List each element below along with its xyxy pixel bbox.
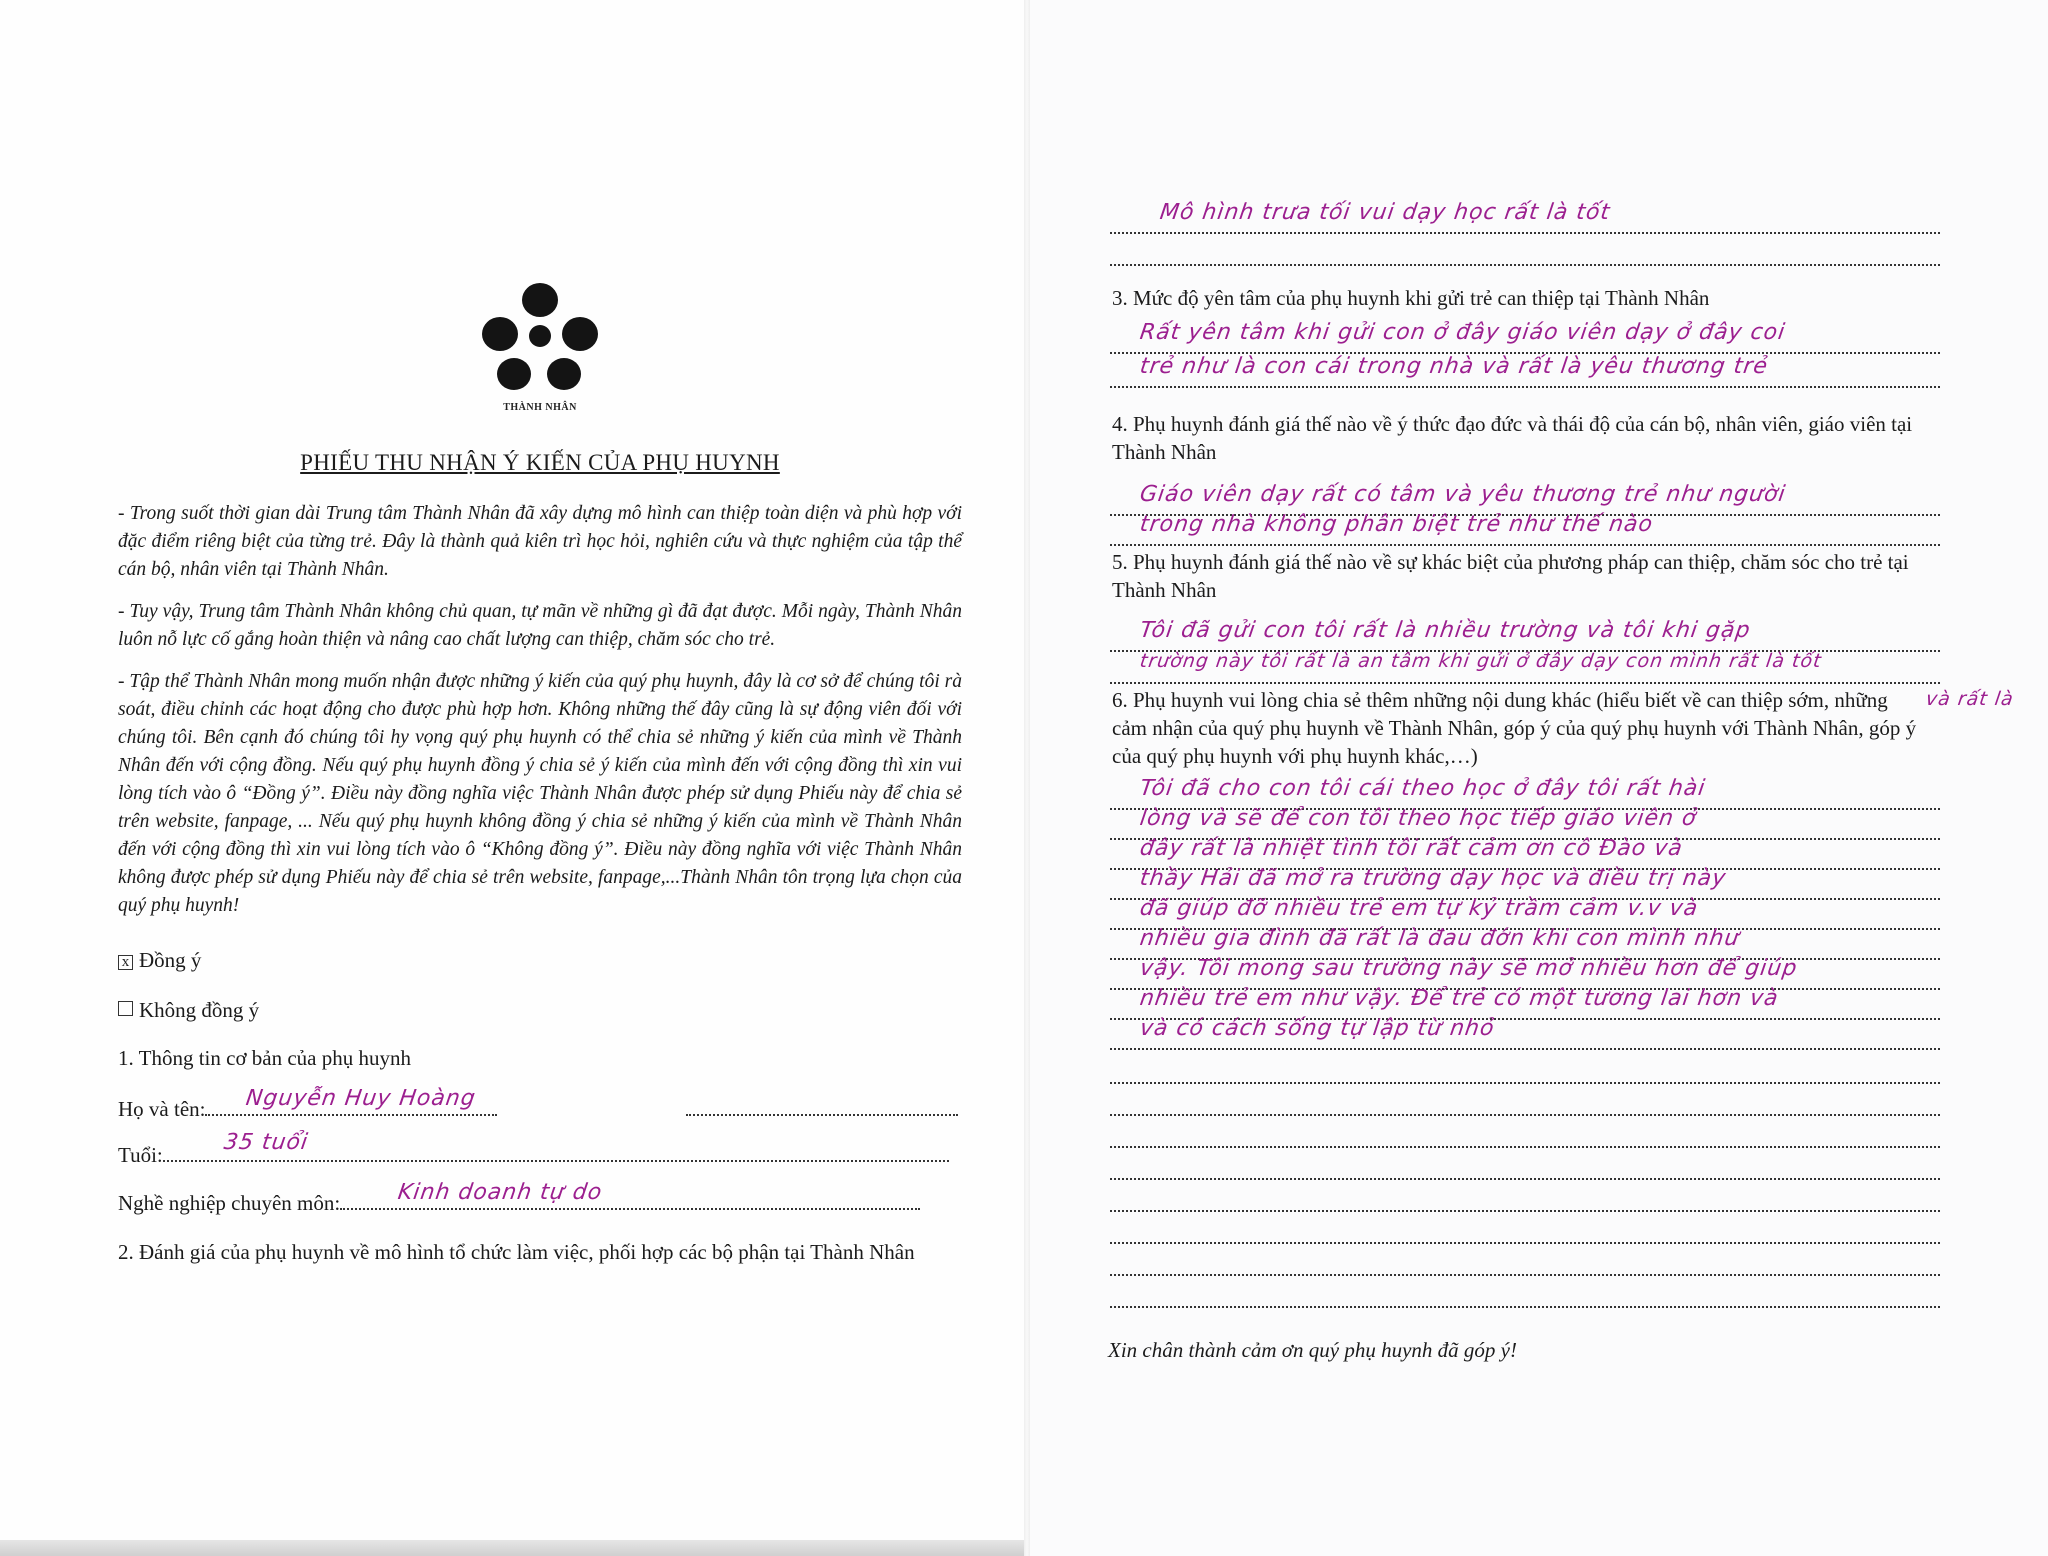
thank-you-note: Xin chân thành cảm ơn quý phụ huynh đã góp ý! [1108,1338,1517,1362]
form-title: PHIẾU THU NHẬN Ý KIẾN CỦA PHỤ HUYNH [300,450,780,475]
job-value: Kinh doanh tự do [396,1180,604,1205]
q2-answer-line-2[interactable] [1110,240,1940,266]
q6-answer-2: lòng và sẽ để con tôi theo học tiếp giáo viên ở [1138,806,1699,831]
q6-answer-9: và có cách sống tự lập từ nhỏ [1138,1016,1497,1041]
q4-answer-1: Giáo viên dạy rất có tâm và yêu thương trẻ như người [1138,482,1788,507]
page-fold [1024,0,1030,1556]
disagree-option[interactable] [118,998,259,1023]
job-label: Nghề nghiệp chuyên môn: [118,1191,341,1215]
q6-answer-line-13[interactable] [1110,1154,1940,1180]
q4-answer-2: trong nhà không phân biệt trẻ như thế nào [1138,512,1655,537]
name-value: Nguyễn Huy Hoàng [244,1086,478,1111]
q6-answer-4: thầy Hải đã mở ra trường dạy học và điều trị này [1138,866,1728,891]
q6-answer-3: đây rất là nhiệt tình tôi rất cảm ơn cô Đào và [1138,836,1685,861]
q6-answer-8: nhiều trẻ em như vậy. Để trẻ có một tương lai hơn và [1138,986,1781,1011]
intro-text [118,500,962,934]
q6-answer-line-17[interactable] [1110,1282,1940,1308]
q5-answer-overflow: và rất là [1924,688,2016,710]
q3-answer-2: trẻ như là con cái trong nhà và rất là yêu thương trẻ [1138,354,1770,379]
q5-answer-1: Tôi đã gửi con tôi rất là nhiều trường và tôi khi gặp [1138,618,1753,643]
disagree-label: Không đồng ý [139,998,260,1022]
q6-answer-line-14[interactable] [1110,1186,1940,1212]
q5-text: 5. Phụ huynh đánh giá thế nào về sự khác biệt của phương pháp can thiệp, chăm sóc cho trẻ tại Thành Nhân [1112,550,1909,602]
name-label: Họ và tên: [118,1097,206,1121]
section-2-heading: 2. Đánh giá của phụ huynh về mô hình tổ chức làm việc, phối hợp các bộ phận tại Thành Nhân [118,1240,915,1264]
name-extra-field[interactable] [686,1096,958,1116]
page-edge-shadow [0,1540,1024,1556]
q2-answer-line-1[interactable] [1110,200,1940,234]
q6-answer-1: Tôi đã cho con tôi cái theo học ở đây tôi rất hài [1138,776,1708,801]
agree-label: Đồng ý [139,948,202,972]
q6-answer-line-9[interactable] [1110,1016,1940,1050]
q6-answer-5: đã giúp đỡ nhiều trẻ em tự kỷ trầm cảm v.v và [1138,896,1700,921]
disagree-checkbox[interactable] [118,1001,133,1016]
q6-answer-line-10[interactable] [1110,1058,1940,1084]
intro-paragraph-3: - Tập thể Thành Nhân mong muốn nhận được những ý kiến của quý phụ huynh, đây là cơ sở để chúng tôi rà soát, điều chỉnh các hoạt động cho được phù hợp hơn. Không những thế đây cũng là sự động viên đối với chúng tôi. Bên cạnh đó chúng tôi hy vọng quý phụ huynh có thể chia sẻ những ý kiến của mình về Thành Nhân đến với cộng đồng. Nếu quý phụ huynh đồng ý chia sẻ ý kiến của mình đến với cộng đồng thì xin vui lòng tích vào ô “Đồng ý”. Điều này đồng nghĩa việc Thành Nhân được phép sử dụng Phiếu này để chia sẻ trên website, fanpage, ... Nếu quý phụ huynh không đồng ý chia sẻ những ý kiến của mình về Thành Nhân đến với cộng đồng thì xin vui lòng tích vào ô “Không đồng ý”. Điều này đồng nghĩa với việc Thành Nhân không được phép sử dụng Phiếu này để chia sẻ trên website, fanpage,...Thành Nhân tôn trọng lựa chọn của quý phụ huynh! [118,671,962,916]
q6-answer-7: vậy. Tôi mong sau trường này sẽ mở nhiều hơn để giúp [1138,956,1800,981]
name-row-extra [686,1096,958,1122]
q6-answer-line-12[interactable] [1110,1122,1940,1148]
age-label: Tuổi: [118,1143,163,1167]
q5-answer-line-1[interactable] [1110,618,1940,652]
age-value: 35 tuổi [222,1130,310,1155]
q6-text: 6. Phụ huynh vui lòng chia sẻ thêm những nội dung khác (hiểu biết về can thiệp sớm, những cảm nhận của quý phụ huynh về Thành Nhân, góp ý của quý phụ huynh với Thành Nhân, góp ý của quý phụ huynh với phụ huynh khác,…) [1112,688,1917,768]
section-1-heading: 1. Thông tin cơ bản của phụ huynh [118,1046,412,1070]
intro-paragraph-1: - Trong suốt thời gian dài Trung tâm Thành Nhân đã xây dựng mô hình can thiệp toàn diện và phù hợp với đặc điểm riêng biệt của từng trẻ. Đây là thành quả kiên trì học hỏi, nghiên cứu và thực nghiệm của tập thể cán bộ, nhân viên tại Thành Nhân. [118,503,962,580]
intro-paragraph-2: - Tuy vậy, Trung tâm Thành Nhân không chủ quan, tự mãn về những gì đã đạt được. Mỗi ngày, Thành Nhân luôn nỗ lực cố gắng hoàn thiện và nâng cao chất lượng can thiệp, chăm sóc cho trẻ. [118,601,962,650]
q5-answer-line-2[interactable] [1110,650,1940,684]
thanh-nhan-logo-icon [474,278,604,412]
q2-answer: Mô hình trưa tối vui dạy học rất là tốt [1158,200,1612,225]
q4-answer-line-2[interactable] [1110,512,1940,546]
q5-answer-2: trường này tôi rất là an tâm khi gửi ở đây dạy con mình rất là tốt [1138,650,1824,672]
q4-text: 4. Phụ huynh đánh giá thế nào về ý thức đạo đức và thái độ của cán bộ, nhân viên, giáo viên tại Thành Nhân [1112,412,1913,464]
q6-answer-line-11[interactable] [1110,1090,1940,1116]
agree-checkmark: x [121,954,130,970]
q6-answer-line-16[interactable] [1110,1250,1940,1276]
q3-answer-line-2[interactable] [1110,354,1940,388]
q3-answer-1: Rất yên tâm khi gửi con ở đây giáo viên dạy ở đây coi [1138,320,1788,345]
logo-text: THÀNH NHÂN [503,402,577,413]
q6-answer-line-15[interactable] [1110,1218,1940,1244]
q3-answer-line-1[interactable] [1110,320,1940,354]
agree-checkbox[interactable] [118,955,133,970]
q3-text: 3. Mức độ yên tâm của phụ huynh khi gửi trẻ can thiệp tại Thành Nhân [1112,286,1710,310]
agree-option[interactable] [118,948,201,973]
q6-answer-6: nhiều gia đình đã rất là đau đớn khi con mình như [1138,926,1742,951]
